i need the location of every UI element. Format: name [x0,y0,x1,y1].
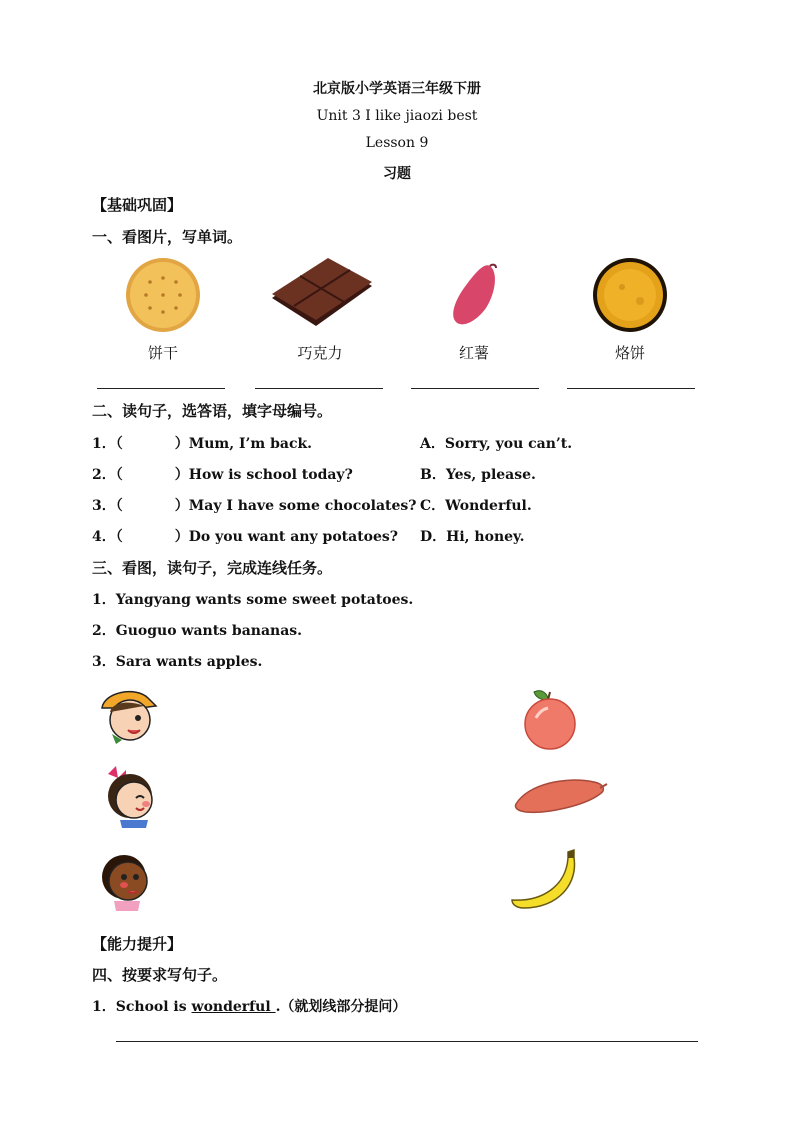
paren-open: （ [115,467,123,483]
unit-title: Unit 3 I like jiaozi best [316,108,478,124]
question-number: 3． [92,498,116,514]
boy-with-cap-icon[interactable] [96,686,160,750]
option-text: Sorry, you can’t. [444,436,573,452]
question-number: 2． [92,467,116,483]
answer-line-4[interactable] [567,388,695,389]
option-text: Yes, please. [445,467,536,483]
paren-open: （ [115,498,123,514]
question-text: Do you want any potatoes? [188,529,398,545]
rewrite-answer-line[interactable] [116,1041,698,1042]
caption-chocolate: 巧克力 [297,344,343,362]
caption-cracker: 饼干 [147,344,178,362]
part1-heading: 一、看图片，写单词。 [92,228,243,246]
girl-dark-skin-icon[interactable] [94,851,158,917]
part2-heading: 二、读句子，选答语，填字母编号。 [92,402,333,420]
paren-close: ） [174,436,189,452]
option-letter: B． [420,467,446,483]
option-letter: A． [420,436,445,452]
chocolate-icon [268,258,374,332]
question-text: May I have some chocolates? [188,498,417,514]
question-2 [92,464,353,484]
sentence-prefix: School is [115,999,192,1015]
caption-sweet-potato: 红薯 [458,344,489,362]
sentence-3 [92,651,262,671]
item-number: 1． [92,999,116,1015]
cracker-icon [124,256,202,338]
sentence-text: Guoguo wants bananas. [115,623,303,639]
sentence-number: 2． [92,623,116,639]
answer-option-a [420,433,572,453]
lesson-title: Lesson 9 [365,135,429,151]
pancake-icon [592,257,668,337]
sentence-2 [92,620,302,640]
paren-close: ） [174,467,189,483]
banana-icon[interactable] [508,848,582,918]
worksheet-kind: 习题 [383,166,411,182]
option-letter: C． [420,498,446,514]
paren-open: （ [115,436,123,452]
sweet-potato-icon [446,262,502,332]
paren-close: ） [174,498,189,514]
rewrite-item-1 [92,996,406,1016]
question-1 [92,433,312,453]
option-text: Wonderful. [445,498,532,514]
part3-heading: 三、看图，读句子，完成连线任务。 [92,559,333,577]
section-basic: 【基础巩固】 [92,196,183,214]
answer-option-d [420,526,524,546]
question-text: How is school today? [188,467,353,483]
sentence-text: Sara wants apples. [115,654,263,670]
apple-icon[interactable] [516,684,582,754]
answer-option-b [420,464,536,484]
answer-line-3[interactable] [411,388,539,389]
answer-line-1[interactable] [97,388,225,389]
part4-heading: 四、按要求写句子。 [92,966,228,984]
book-title: 北京版小学英语三年级下册 [313,81,481,97]
answer-line-2[interactable] [255,388,383,389]
option-text: Hi, honey. [446,529,525,545]
girl-with-bow-icon[interactable] [96,764,162,834]
sentence-suffix: .（就划线部分提问） [275,999,407,1015]
question-4 [92,526,398,546]
answer-option-c [420,495,532,515]
caption-pancake: 烙饼 [614,344,645,362]
question-number: 4． [92,529,116,545]
option-letter: D． [420,529,447,545]
sweet-potato-icon[interactable] [512,772,608,820]
paren-close: ） [174,529,189,545]
question-text: Mum, I’m back. [188,436,313,452]
paren-open: （ [115,529,123,545]
sentence-number: 3． [92,654,116,670]
question-number: 1． [92,436,116,452]
sentence-1 [92,589,413,609]
section-ability: 【能力提升】 [92,935,183,953]
sentence-text: Yangyang wants some sweet potatoes. [115,592,414,608]
question-3 [92,495,416,515]
sentence-number: 1． [92,592,116,608]
underlined-word: wonderful [191,999,276,1015]
